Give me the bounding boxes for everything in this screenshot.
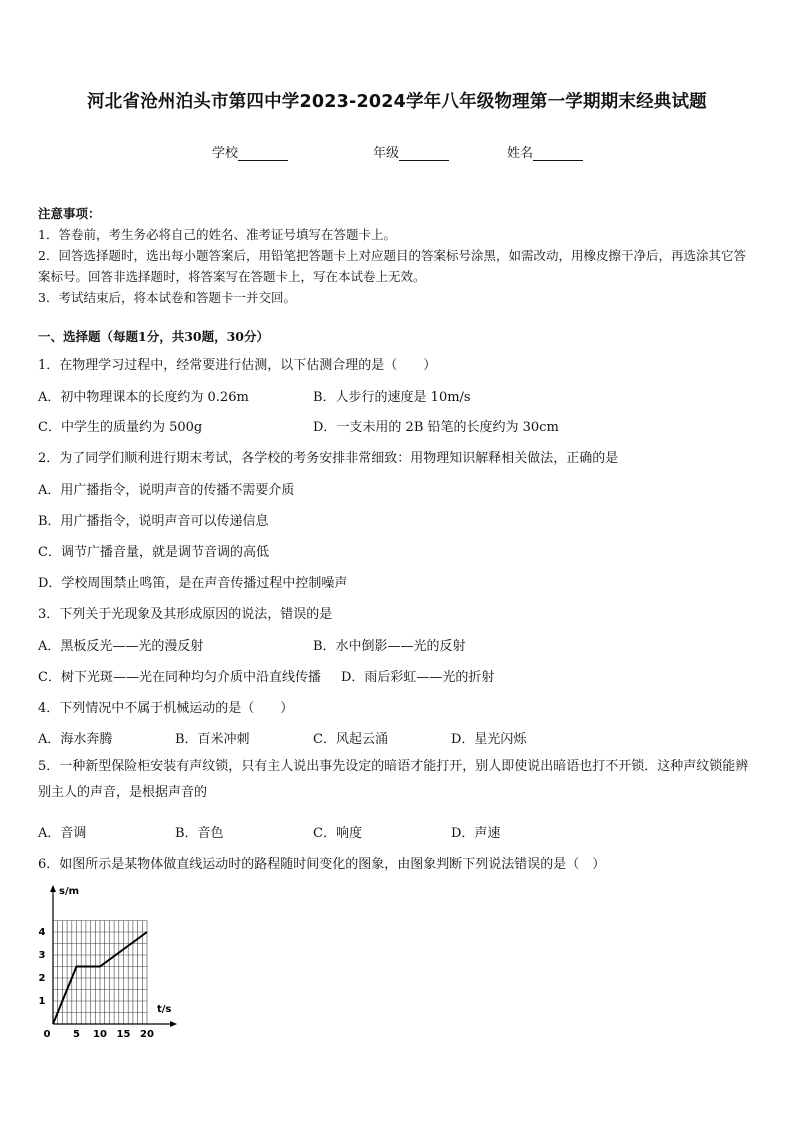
- distance-time-chart: [30, 882, 180, 1037]
- x-tick-label: 20: [140, 1029, 154, 1037]
- x-tick-label: 15: [116, 1029, 131, 1037]
- option-a: A．用广播指令，说明声音的传播不需要介质: [38, 483, 295, 498]
- x-tick-label: 0: [43, 1029, 51, 1037]
- notes-heading: 注意事项：: [38, 206, 101, 221]
- name-field[interactable]: [507, 142, 583, 161]
- question-stem: 6．如图所示是某物体做直线运动时的路程随时间变化的图象，由图象判断下列说法错误的是（ ）: [38, 857, 606, 872]
- grade-label: 年级: [373, 146, 400, 161]
- option-a: A．海水奔腾: [38, 732, 113, 747]
- option-a: A．初中物理课本的长度约为 0.26m: [38, 390, 249, 405]
- section-heading: 一、选择题（每题1分，共30题，30分）: [38, 329, 269, 344]
- option-a: A．音调: [38, 826, 87, 841]
- note-item: 2．回答选择题时，选出每小题答案后，用铅笔把答题卡上对应题目的答案标号涂黑，如需改动，用橡皮擦干净后，再选涂其它答案标号。回答非选择题时，将答案写在答题卡上，写在本试卷上无效。: [38, 248, 746, 284]
- notes-block: [38, 203, 758, 308]
- option-b: B．百米冲刺: [175, 732, 250, 747]
- x-axis-label: t/s: [157, 1004, 172, 1015]
- question-stem: 1．在物理学习过程中，经常要进行估测，以下估测合理的是（ ）: [38, 358, 437, 373]
- option-c: C．调节广播音量，就是调节音调的高低: [38, 545, 269, 560]
- x-tick-label: 10: [93, 1029, 107, 1037]
- school-field[interactable]: [212, 142, 288, 161]
- option-d: D．雨后彩虹——光的折射: [341, 670, 495, 685]
- option-b: B．用广播指令，说明声音可以传递信息: [38, 514, 269, 529]
- question-stem: 2．为了同学们顺利进行期末考试，各学校的考务安排非常细致：用物理知识解释相关做法，正确的是: [38, 451, 619, 466]
- note-item: 1．答卷前，考生务必将自己的姓名、准考证号填写在答题卡上。: [38, 227, 396, 242]
- school-blank[interactable]: [238, 147, 288, 161]
- option-d: D．星光闪烁: [451, 732, 527, 747]
- name-blank[interactable]: [533, 147, 583, 161]
- option-b: B．人步行的速度是 10m/s: [313, 390, 471, 405]
- page-title: 河北省沧州泊头市第四中学2023-2024学年八年级物理第一学期期末经典试题: [87, 92, 707, 112]
- y-tick-label: 3: [38, 950, 46, 961]
- name-label: 姓名: [507, 146, 534, 161]
- grade-blank[interactable]: [399, 147, 449, 161]
- option-a: A．黑板反光——光的漫反射: [38, 639, 204, 654]
- option-c: C．中学生的质量约为 500g: [38, 420, 203, 435]
- grade-field[interactable]: [373, 142, 449, 161]
- y-tick-label: 1: [38, 996, 46, 1007]
- option-b: B．水中倒影——光的反射: [313, 639, 466, 654]
- note-item: 3．考试结束后，将本试卷和答题卡一并交回。: [38, 290, 296, 305]
- school-label: 学校: [212, 146, 239, 161]
- question-stem: 3．下列关于光现象及其形成原因的说法，错误的是: [38, 607, 333, 622]
- x-axis-arrow: [170, 1021, 177, 1027]
- option-c: C．风起云涌: [313, 732, 388, 747]
- question-stem: 5．一种新型保险柜安装有声纹锁，只有主人说出事先设定的暗语才能打开，别人即使说出暗语也打不开锁．这种声纹锁能辨别主人的声音，是根据声音的: [38, 759, 749, 800]
- option-d: D．一支未用的 2B 铅笔的长度约为 30cm: [313, 420, 559, 435]
- y-axis-arrow: [50, 885, 56, 892]
- y-axis-label: s/m: [59, 886, 80, 897]
- option-d: D．学校周围禁止鸣笛，是在声音传播过程中控制噪声: [38, 576, 348, 591]
- question-stem: 4．下列情况中不属于机械运动的是（ ）: [38, 701, 294, 716]
- option-c: C．响度: [313, 826, 362, 841]
- x-tick-label: 5: [73, 1029, 80, 1037]
- y-tick-label: 2: [38, 973, 46, 984]
- option-d: D．声速: [451, 826, 501, 841]
- y-tick-label: 4: [38, 927, 46, 938]
- option-b: B．音色: [175, 826, 224, 841]
- option-c: C．树下光斑——光在同种均匀介质中沿直线传播: [38, 670, 321, 685]
